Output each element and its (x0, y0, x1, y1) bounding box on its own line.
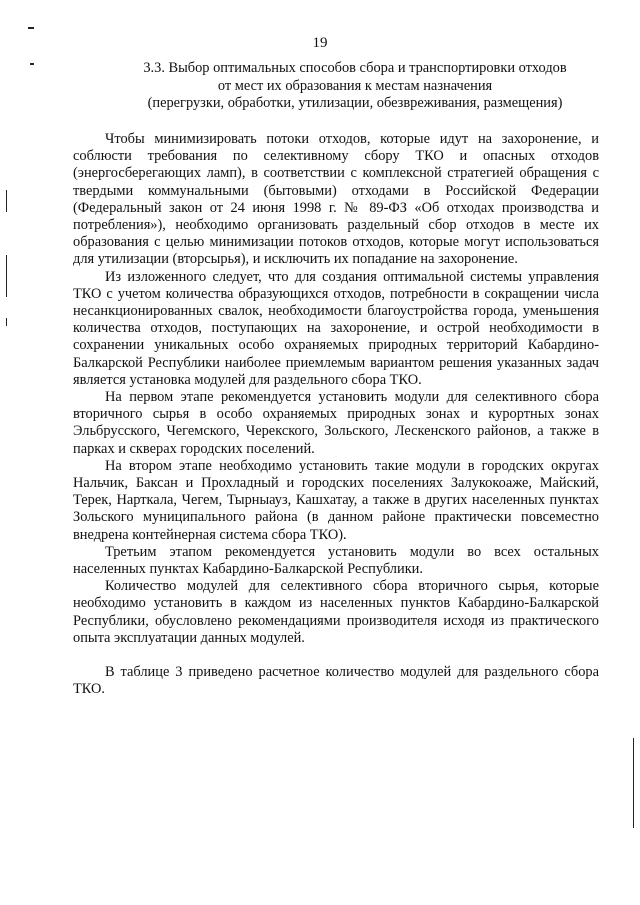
body-text (73, 131, 599, 699)
section-heading (100, 60, 610, 113)
page-number: 19 (312, 35, 328, 51)
scan-mark (6, 255, 7, 297)
paragraph: В таблице 3 приведено расчетное количество модулей для раздельного сбора ТКО. (73, 664, 599, 698)
scan-mark (6, 318, 7, 326)
scan-mark (28, 27, 34, 29)
paragraph: Чтобы минимизировать потоки отходов, которые идут на захоронение, и соблюсти требования по селективному сбору ТКО и опасных отходов (энергосберегающих ламп), в соответствии с комплексной стратегией обращения с твердыми коммунальными (бытовыми) отходами в Российской Федерации (Федеральный закон от 24 июня 1998 г. № 89-ФЗ «Об отходах производства и потребления»), необходимо организовать раздельный сбор отходов в месте их образования с целью минимизации потоков отходов, которые могут использоваться для утилизации (вторсырья), и исключить их попадание на захоронение. (73, 131, 599, 268)
paragraph: Количество модулей для селективного сбора вторичного сырья, которые необходимо установить в каждом из населенных пунктов Кабардино-Балкарской Республики, обусловлено рекомендациями производителя исходя из практического опыта эксплуатации данных модулей. (73, 578, 599, 646)
heading-line: (перегрузки, обработки, утилизации, обезвреживания, размещения) (147, 95, 563, 111)
paragraph: Из изложенного следует, что для создания оптимальной системы управления ТКО с учетом количества образующихся отходов, потребности в сокращении числа несанкционированных свалок, необходимости благоустройства города, уменьшения количества отходов, поступающих на захоронение, и острой необходимости в сохранении уникальных особо охраняемых природных территорий Кабардино-Балкарской Республики наиболее приемлемым вариантом решения указанных задач является установка модулей для раздельного сбора ТКО. (73, 268, 599, 388)
scan-mark (30, 63, 34, 65)
heading-line: от мест их образования к местам назначения (217, 77, 493, 94)
paragraph: На первом этапе рекомендуется установить модули для селективного сбора вторичного сырья в особо охраняемых природных зонах и курортных зонах Эльбрусского, Чегемского, Черекского, Зольского, Лескенского районов, а также в парках и скверах городских поселений. (73, 389, 599, 457)
heading-line: 3.3. Выбор оптимальных способов сбора и транспортировки отходов (143, 60, 567, 76)
scan-mark (633, 738, 634, 828)
scan-mark (6, 190, 7, 212)
paragraph: На втором этапе необходимо установить такие модули в городских округах Нальчик, Баксан и Прохладный и городских поселениях Залукокоаже, Майский, Терек, Нарткала, Чегем, Тырныауз, Кашхатау, а также в других населенных пунктах Зольского муниципального района (в данном районе практически повсеместно внедрена контейнерная система сбора ТКО). (73, 457, 599, 543)
paragraph: Третьим этапом рекомендуется установить модули во всех остальных населенных пунктах Кабардино-Балкарской Республики. (73, 543, 599, 578)
